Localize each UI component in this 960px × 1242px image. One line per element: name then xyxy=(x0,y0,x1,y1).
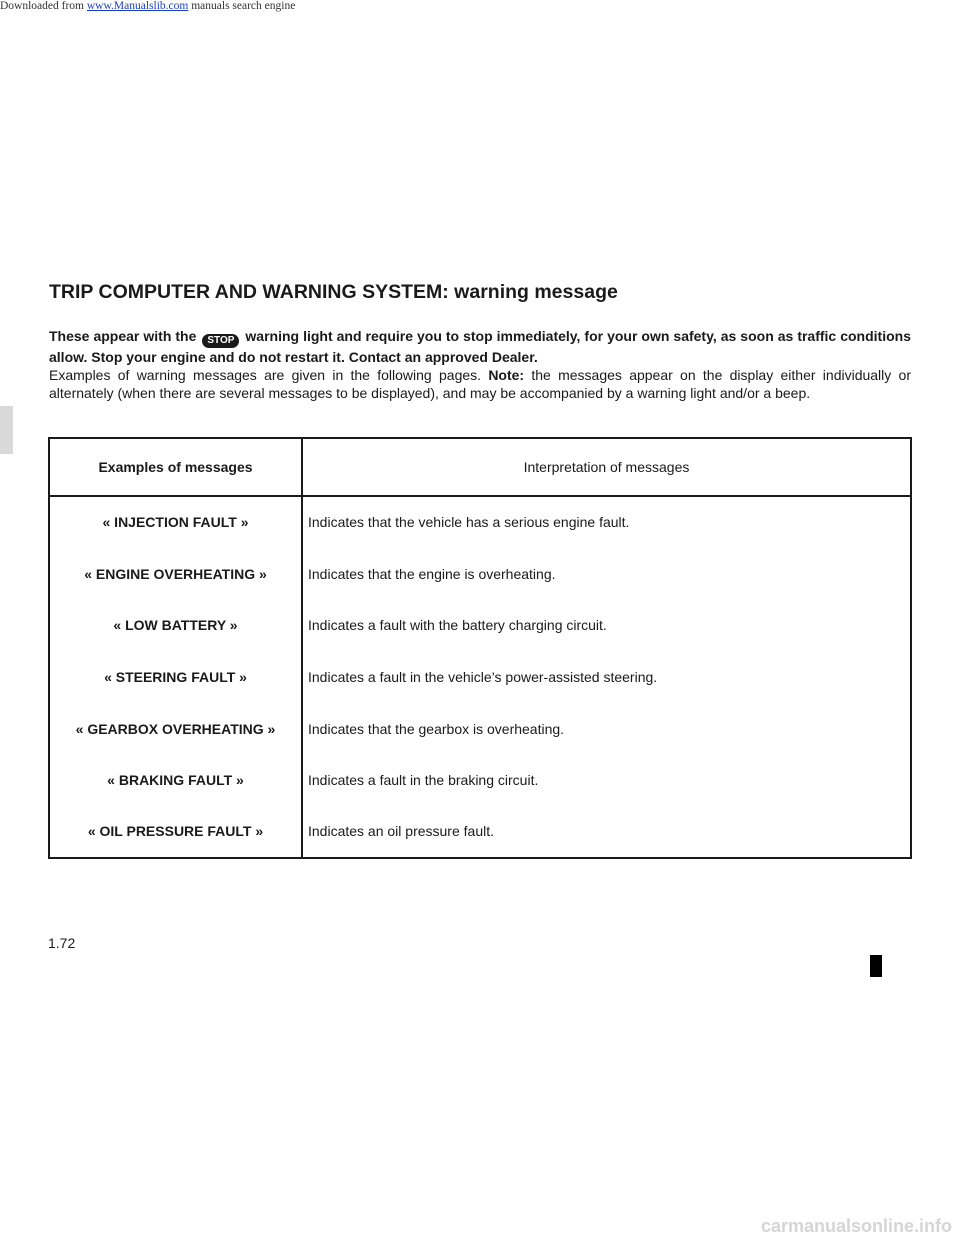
message-cell: « INJECTION FAULT » xyxy=(49,496,302,548)
page-title: TRIP COMPUTER AND WARNING SYSTEM: warning message xyxy=(49,281,618,303)
message-cell: « OIL PRESSURE FAULT » xyxy=(49,806,302,858)
interpretation-cell: Indicates a fault in the braking circuit. xyxy=(302,754,911,806)
table-row xyxy=(49,651,911,703)
watermark: carmanualsonline.info xyxy=(760,1216,952,1236)
download-suffix: manuals search engine xyxy=(188,0,296,12)
interpretation-cell: Indicates that the gearbox is overheating. xyxy=(302,703,911,755)
message-cell: « ENGINE OVERHEATING » xyxy=(49,548,302,600)
download-bar xyxy=(0,0,295,12)
intro-bold-start: These appear with the xyxy=(49,328,201,344)
intro-normal: Examples of warning messages are given in the following pages. xyxy=(49,367,489,383)
warning-messages-table xyxy=(48,437,912,859)
message-cell: « LOW BATTERY » xyxy=(49,599,302,651)
table-row xyxy=(49,599,911,651)
print-marker xyxy=(870,955,882,977)
message-cell: « GEARBOX OVERHEATING » xyxy=(49,703,302,755)
interpretation-cell: Indicates that the vehicle has a serious engine fault. xyxy=(302,496,911,548)
header-interpretation: Interpretation of messages xyxy=(302,438,911,496)
download-prefix: Downloaded from xyxy=(0,0,87,12)
header-examples: Examples of messages xyxy=(49,438,302,496)
table-row xyxy=(49,548,911,600)
note-label: Note: xyxy=(488,367,525,383)
intro-text xyxy=(49,327,911,402)
page-number: 1.72 xyxy=(48,935,76,951)
section-tab-marker xyxy=(0,406,13,454)
table-row xyxy=(49,703,911,755)
intro-bold-end: warning light and require you to stop immediately, for your own safety, as soon as traffic conditions allow. Stop your engine and do not restart it. Contact an approved Dealer. xyxy=(49,328,911,365)
table-row xyxy=(49,806,911,858)
interpretation-cell: Indicates a fault in the vehicle’s power-assisted steering. xyxy=(302,651,911,703)
note-text: the messages appear on the display either individually or alternately (when there are several messages to be displayed), and may be accompanied by a warning light and/or a beep. xyxy=(49,367,911,401)
table-header-row xyxy=(49,438,911,496)
message-cell: « STEERING FAULT » xyxy=(49,651,302,703)
table-row xyxy=(49,496,911,548)
message-cell: « BRAKING FAULT » xyxy=(49,754,302,806)
interpretation-cell: Indicates an oil pressure fault. xyxy=(302,806,911,858)
stop-warning-icon: STOP xyxy=(202,334,239,348)
interpretation-cell: Indicates a fault with the battery charging circuit. xyxy=(302,599,911,651)
interpretation-cell: Indicates that the engine is overheating. xyxy=(302,548,911,600)
table-row xyxy=(49,754,911,806)
manualslib-link[interactable]: www.Manualslib.com xyxy=(86,0,189,12)
